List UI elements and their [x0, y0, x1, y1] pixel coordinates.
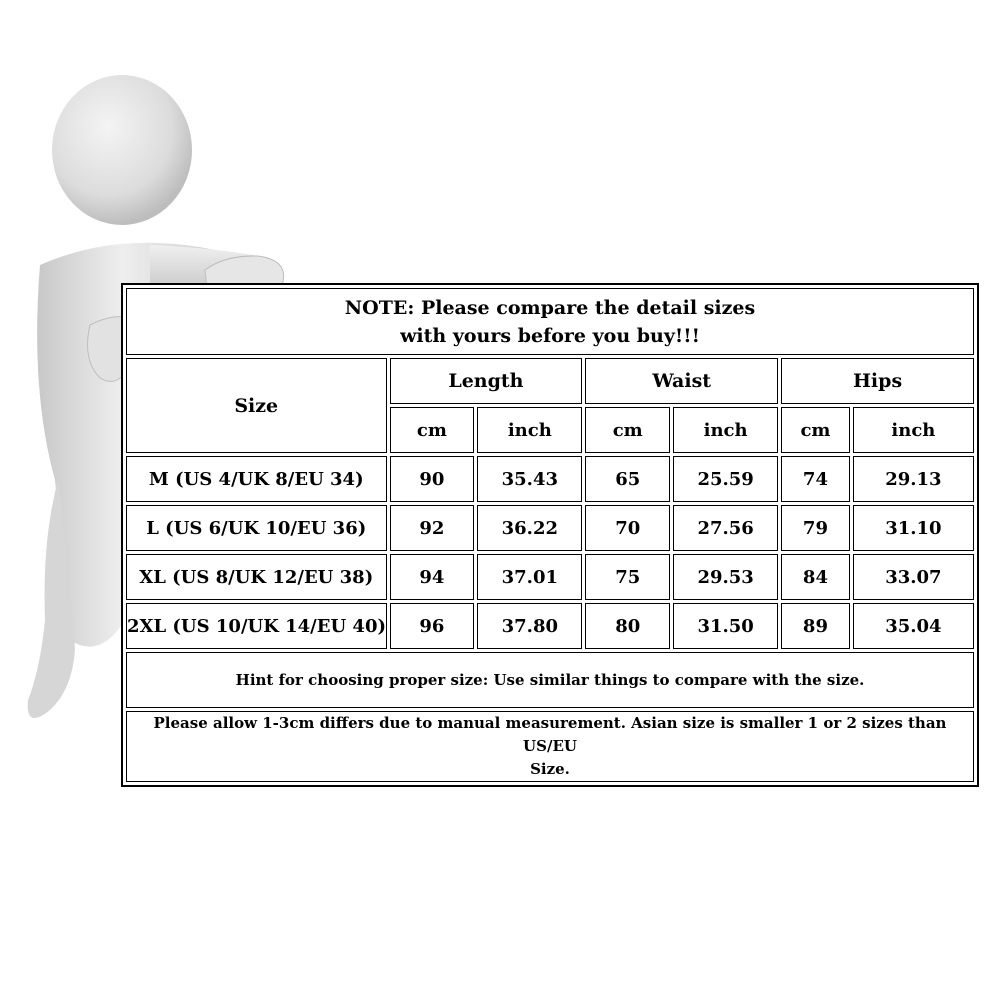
hips-header: Hips	[781, 358, 974, 404]
hips-inch-cell: 29.13	[853, 456, 974, 502]
note-row	[126, 288, 974, 355]
hips-inch-cell: 35.04	[853, 603, 974, 649]
group-header-row	[126, 358, 974, 404]
waist-cm-cell: 80	[585, 603, 670, 649]
hips-inch-cell: 31.10	[853, 505, 974, 551]
hint-row	[126, 652, 974, 708]
table-row	[126, 603, 974, 649]
allowance-cell	[126, 711, 974, 782]
allowance-line-2: Size.	[530, 760, 570, 778]
hips-cm-cell: 84	[781, 554, 850, 600]
hips-cm-cell: 74	[781, 456, 850, 502]
size-label: 2XL (US 10/UK 14/EU 40)	[126, 603, 387, 649]
unit-header: inch	[477, 407, 582, 453]
allowance-line-1: Please allow 1-3cm differs due to manual measurement. Asian size is smaller 1 or 2 sizes than US/EU	[153, 714, 947, 755]
hips-cm-cell: 89	[781, 603, 850, 649]
waist-cm-cell: 65	[585, 456, 670, 502]
length-inch-cell: 37.01	[477, 554, 582, 600]
length-cm-cell: 96	[390, 603, 475, 649]
unit-header: inch	[673, 407, 778, 453]
size-chart-table	[121, 283, 979, 787]
size-label: M (US 4/UK 8/EU 34)	[126, 456, 387, 502]
note-line-1: NOTE: Please compare the detail sizes	[344, 296, 756, 319]
allowance-row	[126, 711, 974, 782]
length-cm-cell: 92	[390, 505, 475, 551]
size-label: L (US 6/UK 10/EU 36)	[126, 505, 387, 551]
table-row	[126, 554, 974, 600]
note-cell	[126, 288, 974, 355]
waist-cm-cell: 70	[585, 505, 670, 551]
hips-cm-cell: 79	[781, 505, 850, 551]
table-row	[126, 456, 974, 502]
waist-inch-cell: 27.56	[673, 505, 778, 551]
size-header: Size	[126, 358, 387, 453]
length-header: Length	[390, 358, 583, 404]
length-inch-cell: 36.22	[477, 505, 582, 551]
hips-inch-cell: 33.07	[853, 554, 974, 600]
unit-header: cm	[585, 407, 670, 453]
waist-inch-cell: 31.50	[673, 603, 778, 649]
waist-header: Waist	[585, 358, 778, 404]
length-inch-cell: 37.80	[477, 603, 582, 649]
unit-header: inch	[853, 407, 974, 453]
table-row	[126, 505, 974, 551]
note-line-2: with yours before you buy!!!	[400, 324, 700, 347]
unit-header: cm	[390, 407, 475, 453]
unit-header: cm	[781, 407, 850, 453]
waist-inch-cell: 25.59	[673, 456, 778, 502]
hint-text: Hint for choosing proper size: Use similar things to compare with the size.	[126, 652, 974, 708]
length-cm-cell: 90	[390, 456, 475, 502]
mannequin-head	[52, 75, 192, 225]
size-label: XL (US 8/UK 12/EU 38)	[126, 554, 387, 600]
waist-inch-cell: 29.53	[673, 554, 778, 600]
length-inch-cell: 35.43	[477, 456, 582, 502]
length-cm-cell: 94	[390, 554, 475, 600]
waist-cm-cell: 75	[585, 554, 670, 600]
